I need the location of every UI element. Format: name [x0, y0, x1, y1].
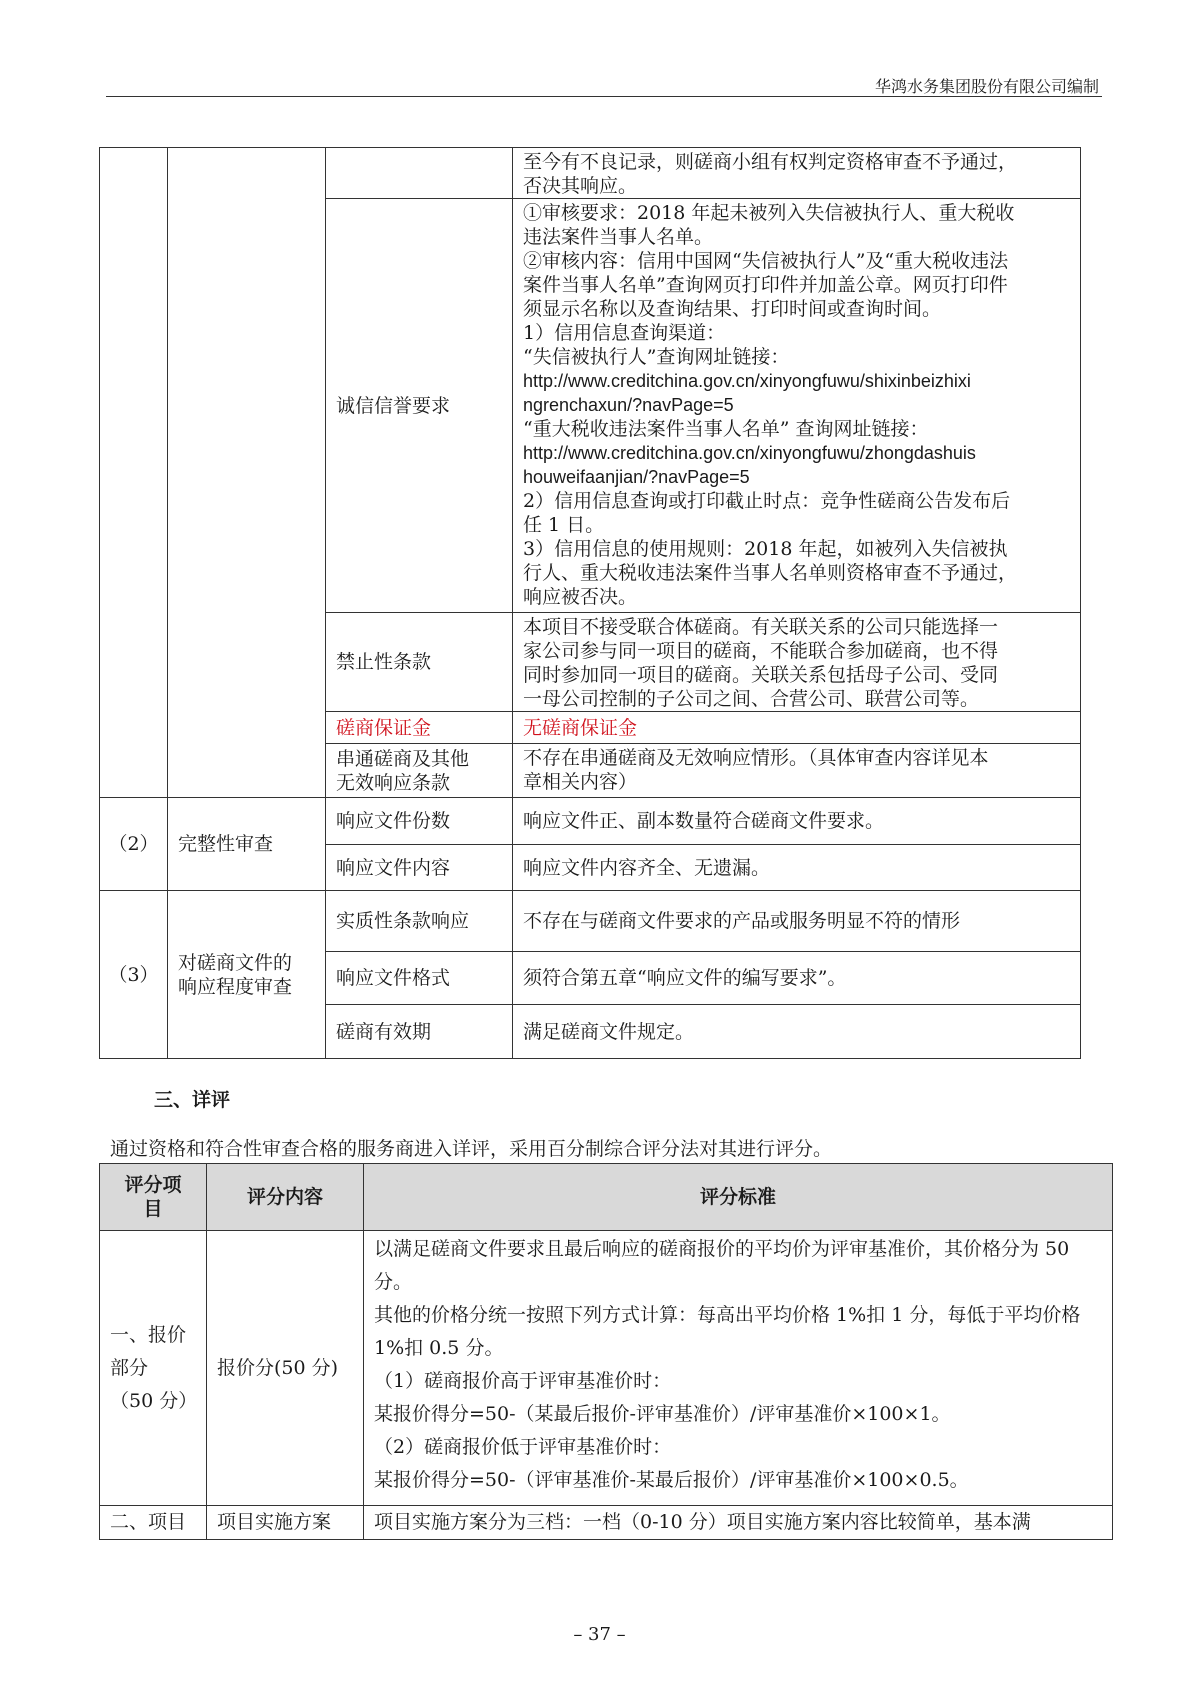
- criteria-paragraph: 以满足磋商文件要求且最后响应的磋商报价的平均价为评审基准价，其价格分为 50 分。: [374, 1238, 1070, 1293]
- header-standard: 评分标准: [364, 1164, 1113, 1231]
- header-company-name: 华鸿水务集团股份有限公司编制: [874, 77, 1099, 96]
- criteria-paragraph: （1）磋商报价高于评审基准价时：: [374, 1370, 672, 1392]
- content-line: 同时参加同一项目的磋商。关联关系包括母子公司、受同: [523, 664, 999, 686]
- score-item: 二、项目: [100, 1506, 207, 1540]
- prohibit-content: [513, 613, 1081, 712]
- score-content: 报价分(50 分): [207, 1231, 364, 1506]
- item-label: 磋商有效期: [326, 1005, 513, 1059]
- group-name: 完整性审查: [168, 798, 326, 891]
- content-line: 1）信用信息查询渠道：: [523, 322, 726, 344]
- table-row: [100, 1231, 1113, 1506]
- table-row: [100, 798, 1081, 845]
- table-row: [100, 148, 1081, 199]
- content-line: 2）信用信息查询或打印截止时点：竞争性磋商公告发布后: [523, 490, 1011, 512]
- label-line: 无效响应条款: [336, 771, 451, 794]
- group-name: [168, 891, 326, 1059]
- content-line: ①审核要求：2018 年起未被列入失信被执行人、重大税收: [523, 202, 1015, 224]
- item-label: 响应文件份数: [326, 798, 513, 845]
- item-content: 须符合第五章“响应文件的编写要求”。: [513, 952, 1081, 1005]
- item-label: 响应文件格式: [326, 952, 513, 1005]
- content-line: 章相关内容）: [523, 771, 638, 793]
- criteria-paragraph: 某报价得分=50-（某最后报价-评审基准价）/评审基准价×100×1。: [374, 1403, 951, 1425]
- item-label: 响应文件内容: [326, 845, 513, 891]
- table-row: [100, 1506, 1113, 1540]
- prohibit-label: 禁止性条款: [326, 613, 513, 712]
- item-content: 不存在与磋商文件要求的产品或服务明显不符的情形: [513, 891, 1081, 952]
- item-content: 响应文件内容齐全、无遗漏。: [513, 845, 1081, 891]
- header-content: 评分内容: [207, 1164, 364, 1231]
- group-number: （2）: [100, 798, 168, 891]
- section-title: 三、详评: [154, 1089, 231, 1111]
- integrity-label: 诚信信誉要求: [326, 199, 513, 613]
- group-name-cell: [168, 148, 326, 798]
- section-intro: 通过资格和符合性审查合格的服务商进入详评，采用百分制综合评分法对其进行评分。: [110, 1138, 833, 1160]
- criteria-paragraph: 其他的价格分统一按照下列方式计算：每高出平均价格 1%扣 1 分，每低于平均价格 1%扣 0.5 分。: [374, 1304, 1081, 1359]
- content-line: 任 1 日。: [523, 514, 605, 536]
- content-line: 家公司参与同一项目的磋商，不能联合参加磋商，也不得: [523, 640, 999, 662]
- page-number: – 37 –: [573, 1624, 626, 1645]
- item-label: 实质性条款响应: [326, 891, 513, 952]
- item-content-cell: [513, 148, 1081, 199]
- item-line: 部分: [110, 1356, 149, 1379]
- header-item: [100, 1164, 207, 1231]
- score-content: 项目实施方案: [207, 1506, 364, 1540]
- url-line: ngrenchaxun/?navPage=5: [523, 395, 734, 415]
- content-line: ②审核内容：信用中国网“失信被执行人”及“重大税收违法: [523, 250, 1009, 272]
- content-line: 须显示名称以及查询结果、打印时间或查询时间。: [523, 298, 942, 320]
- header-row: [100, 1164, 1113, 1231]
- header-line: 评分项: [124, 1174, 182, 1196]
- content-line: “重大税收违法案件当事人名单” 查询网址链接：: [523, 418, 929, 440]
- qualification-review-table: [99, 147, 1081, 1059]
- content-line: 响应被否决。: [523, 586, 638, 608]
- header-line: 目: [143, 1198, 163, 1220]
- deposit-content: 无磋商保证金: [513, 712, 1081, 744]
- score-item: [100, 1231, 207, 1506]
- content-line: 至今有不良记录，则磋商小组有权判定资格审查不予通过，: [523, 151, 1018, 173]
- group-number-cell: [100, 148, 168, 798]
- criteria-paragraph: 某报价得分=50-（评审基准价-某最后报价）/评审基准价×100×0.5。: [374, 1469, 969, 1491]
- criteria-paragraph: （2）磋商报价低于评审基准价时：: [374, 1436, 672, 1458]
- scoring-table: [99, 1163, 1113, 1540]
- content-line: 一母公司控制的子公司之间、合营公司、联营公司等。: [523, 688, 980, 710]
- content-line: 违法案件当事人名单。: [523, 226, 714, 248]
- item-content: 满足磋商文件规定。: [513, 1005, 1081, 1059]
- content-line: “失信被执行人”查询网址链接：: [523, 346, 790, 368]
- url-line: http://www.creditchina.gov.cn/xinyongfuwu/zhongdashuis: [523, 443, 976, 463]
- url-line: houweifaanjian/?navPage=5: [523, 467, 750, 487]
- item-line: （50 分）: [110, 1389, 198, 1412]
- label-line: 串通磋商及其他: [336, 747, 470, 770]
- item-label-cell: [326, 148, 513, 199]
- item-content: 响应文件正、副本数量符合磋商文件要求。: [513, 798, 1081, 845]
- item-line: 一、报价: [110, 1323, 187, 1346]
- content-line: 本项目不接受联合体磋商。有关联关系的公司只能选择一: [523, 616, 999, 638]
- collusion-content: [513, 744, 1081, 798]
- integrity-content: [513, 199, 1081, 613]
- table-row: [100, 891, 1081, 952]
- group-number: （3）: [100, 891, 168, 1059]
- score-criteria: [364, 1231, 1113, 1506]
- content-line: 否决其响应。: [523, 175, 638, 197]
- score-criteria: 项目实施方案分为三档：一档（0-10 分）项目实施方案内容比较简单，基本满: [364, 1506, 1113, 1540]
- deposit-label: 磋商保证金: [326, 712, 513, 744]
- url-line: http://www.creditchina.gov.cn/xinyongfuwu/shixinbeizhixi: [523, 371, 971, 391]
- content-line: 案件当事人名单”查询网页打印件并加盖公章。网页打印件: [523, 274, 1008, 296]
- collusion-label: [326, 744, 513, 798]
- content-line: 3）信用信息的使用规则：2018 年起，如被列入失信被执: [523, 538, 1008, 560]
- label-line: 响应程度审查: [178, 975, 293, 998]
- header-divider: [106, 96, 1102, 97]
- label-line: 对磋商文件的: [178, 951, 293, 974]
- content-line: 不存在串通磋商及无效响应情形。（具体审查内容详见本: [523, 747, 989, 769]
- content-line: 行人、重大税收违法案件当事人名单则资格审查不予通过，: [523, 562, 1018, 584]
